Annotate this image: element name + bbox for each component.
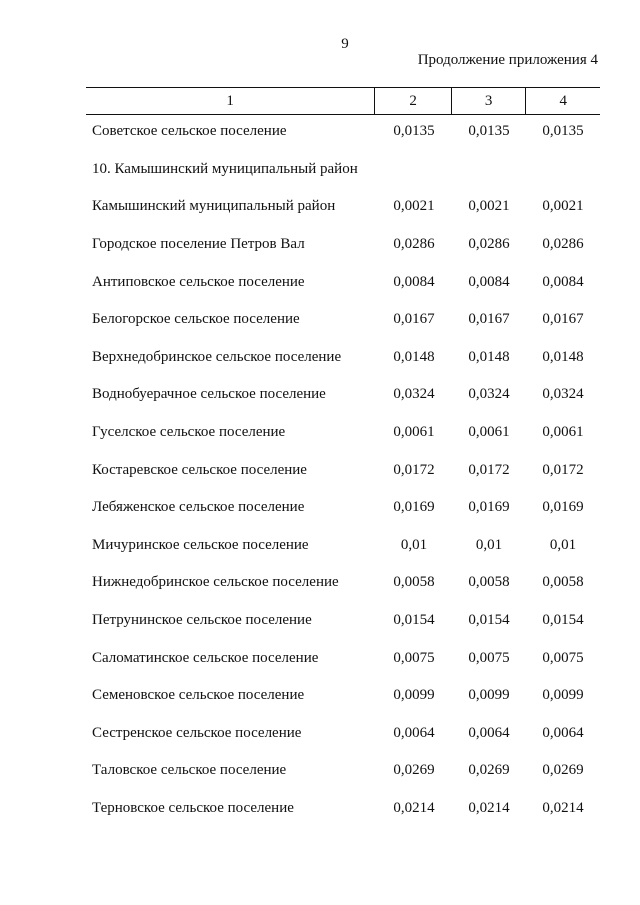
table-row <box>86 677 600 715</box>
column-header-3: 3 <box>451 88 526 114</box>
row-value-col-4: 0,0099 <box>542 687 584 704</box>
row-value-col-2: 0,0135 <box>393 123 435 140</box>
row-value-col-3: 0,0148 <box>468 348 510 365</box>
row-value-col-2: 0,0075 <box>393 649 435 666</box>
row-value-col-4: 0,0058 <box>542 574 584 591</box>
row-value-col-3: 0,0167 <box>468 311 510 328</box>
row-value-col-3: 0,0172 <box>468 461 510 478</box>
row-value-col-2: 0,01 <box>400 536 428 553</box>
row-value-col-2: 0,0172 <box>393 461 435 478</box>
row-value-col-2: 0,0061 <box>393 424 435 441</box>
row-name: Белогорское сельское поселение <box>92 311 300 328</box>
column-header-4: 4 <box>525 88 600 114</box>
page-number: 9 <box>341 36 349 52</box>
table-row <box>86 752 600 790</box>
row-name: Верхнедобринское сельское поселение <box>92 348 342 365</box>
row-value-col-2: 0,0099 <box>393 687 435 704</box>
row-value-col-4: 0,0214 <box>542 799 584 816</box>
row-value-col-4: 0,0269 <box>542 762 584 779</box>
row-value-col-3: 0,0084 <box>468 273 510 290</box>
row-value-col-4: 0,0084 <box>542 273 584 290</box>
row-value-col-4: 0,0167 <box>542 311 584 328</box>
row-value-col-4: 0,0154 <box>542 612 584 629</box>
table-row <box>86 301 600 339</box>
table-row <box>86 113 600 151</box>
row-value-col-2: 0,0154 <box>393 612 435 629</box>
row-name: Городское поселение Петров Вал <box>92 236 305 253</box>
row-name: Петрунинское сельское поселение <box>92 612 312 629</box>
table-row <box>86 226 600 264</box>
row-value-col-4: 0,0148 <box>542 348 584 365</box>
table-row <box>86 715 600 753</box>
row-value-col-2: 0,0084 <box>393 273 435 290</box>
table-row <box>86 602 600 640</box>
row-value-col-4: 0,0135 <box>542 123 584 140</box>
table-row <box>86 639 600 677</box>
row-value-col-3: 0,0099 <box>468 687 510 704</box>
row-value-col-3: 0,0075 <box>468 649 510 666</box>
row-value-col-2: 0,0214 <box>393 799 435 816</box>
row-name: Нижнедобринское сельское поселение <box>92 574 339 591</box>
row-value-col-4: 0,0064 <box>542 724 584 741</box>
row-name: Костаревское сельское поселение <box>92 461 307 478</box>
table-row <box>86 151 600 189</box>
row-value-col-4: 0,0061 <box>542 424 584 441</box>
table-row <box>86 414 600 452</box>
column-header-1: 1 <box>226 92 234 109</box>
row-value-col-4: 0,01 <box>549 536 577 553</box>
row-value-col-3: 0,0214 <box>468 799 510 816</box>
table-row <box>86 451 600 489</box>
table-body <box>86 113 600 827</box>
table-row <box>86 376 600 414</box>
row-value-col-2: 0,0167 <box>393 311 435 328</box>
row-name: Мичуринское сельское поселение <box>92 536 309 553</box>
row-value-col-2: 0,0169 <box>393 499 435 516</box>
row-value-col-2: 0,0269 <box>393 762 435 779</box>
row-value-col-2: 0,0058 <box>393 574 435 591</box>
row-name: Гуселское сельское поселение <box>92 424 286 441</box>
row-name: Антиповское сельское поселение <box>92 273 305 290</box>
row-value-col-4: 0,0021 <box>542 198 584 215</box>
row-value-col-4: 0,0169 <box>542 499 584 516</box>
row-name: Сестренское сельское поселение <box>92 724 302 741</box>
row-value-col-2: 0,0148 <box>393 348 435 365</box>
row-value-col-3: 0,0169 <box>468 499 510 516</box>
row-value-col-3: 0,0021 <box>468 198 510 215</box>
row-value-col-4: 0,0172 <box>542 461 584 478</box>
row-value-col-3: 0,0058 <box>468 574 510 591</box>
row-value-col-2: 0,0324 <box>393 386 435 403</box>
row-name: Терновское сельское поселение <box>92 799 294 816</box>
row-value-col-3: 0,0135 <box>468 123 510 140</box>
row-name: Камышинский муниципальный район <box>92 198 336 215</box>
row-value-col-2: 0,0064 <box>393 724 435 741</box>
column-header-2: 2 <box>374 88 451 114</box>
row-value-col-2: 0,0021 <box>393 198 435 215</box>
row-value-col-4: 0,0324 <box>542 386 584 403</box>
row-name: 10. Камышинский муниципальный район <box>92 160 358 177</box>
row-value-col-3: 0,01 <box>475 536 503 553</box>
table-row <box>86 339 600 377</box>
table-header <box>86 87 600 115</box>
row-name: Лебяженское сельское поселение <box>92 499 305 516</box>
row-name: Саломатинское сельское поселение <box>92 649 319 666</box>
row-value-col-3: 0,0269 <box>468 762 510 779</box>
row-value-col-3: 0,0324 <box>468 386 510 403</box>
row-name: Таловское сельское поселение <box>92 762 287 779</box>
row-value-col-3: 0,0064 <box>468 724 510 741</box>
row-name: Воднобуерачное сельское поселение <box>92 386 326 403</box>
continuation-note: Продолжение приложения 4 <box>417 52 598 68</box>
table-row <box>86 188 600 226</box>
table-row <box>86 263 600 301</box>
row-value-col-2: 0,0286 <box>393 236 435 253</box>
row-value-col-4: 0,0286 <box>542 236 584 253</box>
table-row <box>86 527 600 565</box>
table-row <box>86 489 600 527</box>
table-row <box>86 564 600 602</box>
row-value-col-3: 0,0286 <box>468 236 510 253</box>
row-name: Семеновское сельское поселение <box>92 687 305 704</box>
row-name: Советское сельское поселение <box>92 123 287 140</box>
row-value-col-4: 0,0075 <box>542 649 584 666</box>
table-row <box>86 790 600 828</box>
row-value-col-3: 0,0061 <box>468 424 510 441</box>
row-value-col-3: 0,0154 <box>468 612 510 629</box>
